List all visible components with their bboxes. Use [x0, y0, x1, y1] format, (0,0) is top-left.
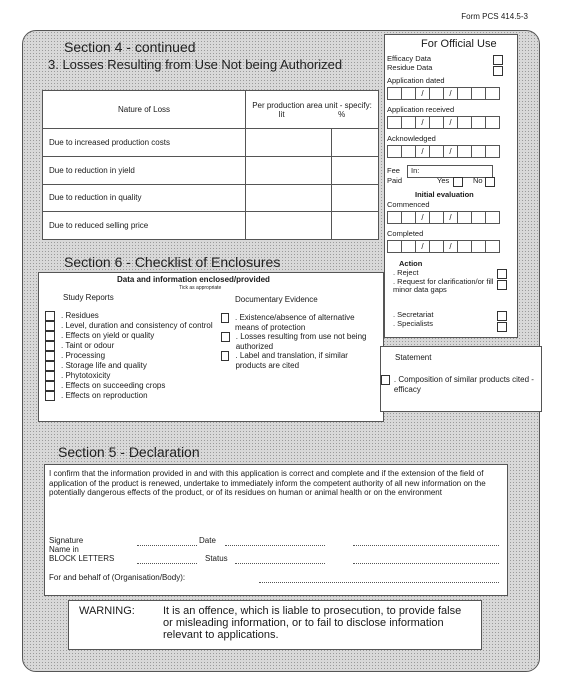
official-use-box [384, 34, 518, 338]
statement-heading: Statement [395, 353, 432, 362]
study-item-label: Level, duration and consistency of control [65, 321, 213, 330]
official-use-title: For Official Use [421, 38, 497, 50]
study-item-checkbox[interactable] [45, 311, 55, 321]
study-item-label: Processing [65, 351, 106, 360]
doc-item-checkbox[interactable] [221, 351, 229, 361]
behalf-label: For and behalf of (Organisation/Body): [49, 573, 186, 582]
section4-subtitle: 3. Losses Resulting from Use Not being Authorized [48, 57, 343, 72]
doc-item: . Existence/absence of alternative means of protection [221, 313, 379, 332]
study-item: . Effects on succeeding crops [45, 381, 213, 391]
data-heading: Data and information enclosed/provided [117, 275, 270, 284]
action-specialists-label: . Specialists [393, 319, 434, 328]
study-item: . Taint or odour [45, 341, 213, 351]
loss-row-label: Due to reduction in quality [43, 184, 246, 212]
loss-pct-cell[interactable] [332, 156, 379, 184]
statement-box [380, 346, 542, 412]
paid-yes-checkbox[interactable] [453, 177, 463, 187]
study-item-label: Effects on succeeding crops [65, 381, 166, 390]
doc-items-list [221, 313, 379, 370]
warning-box [68, 600, 482, 650]
action-specialists-checkbox[interactable] [497, 322, 507, 332]
efficacy-data-label: Efficacy Data [387, 54, 432, 63]
loss-lit-cell[interactable] [246, 129, 332, 157]
loss-pct-cell[interactable] [332, 184, 379, 212]
col-lit: lit [278, 109, 285, 119]
block-letters-label: BLOCK LETTERS [49, 554, 115, 563]
doc-item-label: Label and translation, if similar products are cited [235, 351, 348, 370]
residue-checkbox[interactable] [493, 66, 503, 76]
paid-no-checkbox[interactable] [485, 177, 495, 187]
application-received-label: Application received [387, 105, 455, 114]
signature-label: Signature [49, 536, 84, 545]
loss-pct-cell[interactable] [332, 129, 379, 157]
acknowledged-label: Acknowledged [387, 134, 436, 143]
study-item: . Processing [45, 351, 213, 361]
action-request-text: Request for clarification/or fill minor data gaps [393, 277, 494, 294]
study-item-checkbox[interactable] [45, 321, 55, 331]
residue-data-label: Residue Data [387, 63, 433, 72]
section5-title: Section 5 - Declaration [58, 444, 200, 460]
loss-row-label: Due to increased production costs [43, 129, 246, 157]
col-pct: % [338, 109, 346, 119]
signature-extra-field[interactable] [353, 545, 499, 546]
col-area-label: Per production area unit - specify: [252, 100, 372, 110]
action-request-label: . Request for clarification/or fill minor data gaps [393, 277, 494, 294]
study-item: . Storage life and quality [45, 361, 213, 371]
completed-field[interactable]: / / [387, 240, 500, 253]
loss-table [42, 90, 379, 240]
warning-text: It is an offence, which is liable to prosecution, to provide false or misleading information, or to fail to disclose information relevant to applications. [163, 605, 462, 641]
declaration-box [44, 464, 508, 596]
col-nature: Nature of Loss [43, 91, 246, 129]
paid-no-label: No [473, 176, 483, 185]
commenced-label: Commenced [387, 200, 430, 209]
efficacy-checkbox[interactable] [493, 55, 503, 65]
study-reports-heading: Study Reports [63, 293, 114, 302]
action-secretariat-checkbox[interactable] [497, 311, 507, 321]
paid-label: Paid [387, 176, 403, 185]
declaration-text: I confirm that the information provided in and with this application is correct and complete and if the extension of the field of application of the product is renewed, undertake to immediately inform the competent authority of all new information on the potentially dangerous effects of the product, or of its residues on human or animal health or on the environment [49, 469, 486, 497]
study-item: . Effects on reproduction [45, 391, 213, 401]
application-dated-label: Application dated [387, 76, 445, 85]
loss-lit-cell[interactable] [246, 212, 332, 240]
application-received-field[interactable]: / / [387, 116, 500, 129]
status-label: Status [205, 554, 228, 563]
study-item-checkbox[interactable] [45, 341, 55, 351]
completed-label: Completed [387, 229, 424, 238]
study-item-label: Effects on yield or quality [65, 331, 155, 340]
loss-pct-cell[interactable] [332, 212, 379, 240]
study-item-checkbox[interactable] [45, 381, 55, 391]
loss-row-label: Due to reduction in yield [43, 156, 246, 184]
enclosures-box [38, 272, 384, 422]
warning-label: WARNING: [79, 605, 135, 617]
study-item-checkbox[interactable] [45, 361, 55, 371]
study-item: . Residues [45, 311, 213, 321]
application-dated-field[interactable]: / / [387, 87, 500, 100]
study-item-label: Storage life and quality [65, 361, 147, 370]
study-item: . Phytotoxicity [45, 371, 213, 381]
name-in-label: Name in [49, 545, 79, 554]
statement-item-checkbox[interactable] [381, 375, 390, 385]
study-item-label: Taint or odour [65, 341, 115, 350]
study-item-label: Phytotoxicity [65, 371, 111, 380]
name-extra-field[interactable] [353, 563, 499, 564]
study-item: . Effects on yield or quality [45, 331, 213, 341]
initial-evaluation-label: Initial evaluation [415, 190, 474, 199]
study-item-checkbox[interactable] [45, 331, 55, 341]
action-secretariat-label: . Secretariat [393, 310, 434, 319]
action-request-checkbox[interactable] [497, 280, 507, 290]
fee-in-label: In: [411, 166, 420, 175]
acknowledged-field[interactable]: / / [387, 145, 500, 158]
signature-field[interactable] [137, 545, 197, 546]
loss-lit-cell[interactable] [246, 156, 332, 184]
doc-item-label: Existence/absence of alternative means of protection [235, 313, 355, 332]
study-item-checkbox[interactable] [45, 351, 55, 361]
action-reject-text: Reject [397, 268, 419, 277]
statement-item: . Composition of similar products cited - efficacy [381, 375, 539, 394]
action-label: Action [399, 259, 423, 268]
status-field[interactable] [235, 563, 325, 564]
study-items-list [45, 311, 213, 401]
doc-item: . Losses resulting from use not being authorized [221, 332, 379, 351]
fee-label: Fee [387, 166, 400, 175]
study-item-label: Effects on reproduction [65, 391, 148, 400]
tick-note: Tick as appropriate [179, 285, 222, 291]
date-label: Date [199, 536, 216, 545]
action-secretariat-text: Secretariat [397, 310, 434, 319]
action-reject-label: . Reject [393, 268, 419, 277]
col-area [246, 91, 379, 129]
section6-title: Section 6 - Checklist of Enclosures [64, 254, 281, 270]
action-specialists-text: Specialists [397, 319, 434, 328]
loss-lit-cell[interactable] [246, 184, 332, 212]
behalf-field[interactable] [259, 582, 499, 583]
form-reference: Form PCS 414.5-3 [461, 12, 528, 21]
study-item-checkbox[interactable] [45, 371, 55, 381]
doc-item: . Label and translation, if similar products are cited [221, 351, 379, 370]
doc-item-checkbox[interactable] [221, 313, 229, 323]
commenced-field[interactable]: / / [387, 211, 500, 224]
name-field[interactable] [137, 563, 197, 564]
date-field[interactable] [225, 545, 325, 546]
doc-item-checkbox[interactable] [221, 332, 230, 342]
study-item: . Level, duration and consistency of control [45, 321, 213, 331]
paid-yes-label: Yes [437, 176, 450, 185]
loss-row-label: Due to reduced selling price [43, 212, 246, 240]
study-item-label: Residues [65, 311, 99, 320]
study-item-checkbox[interactable] [45, 391, 55, 401]
documentary-evidence-heading: Documentary Evidence [235, 295, 318, 304]
section4-title: Section 4 - continued [64, 39, 196, 55]
doc-item-label: Losses resulting from use not being authorized [235, 332, 367, 351]
statement-item-label: Composition of similar products cited - efficacy [393, 375, 534, 394]
